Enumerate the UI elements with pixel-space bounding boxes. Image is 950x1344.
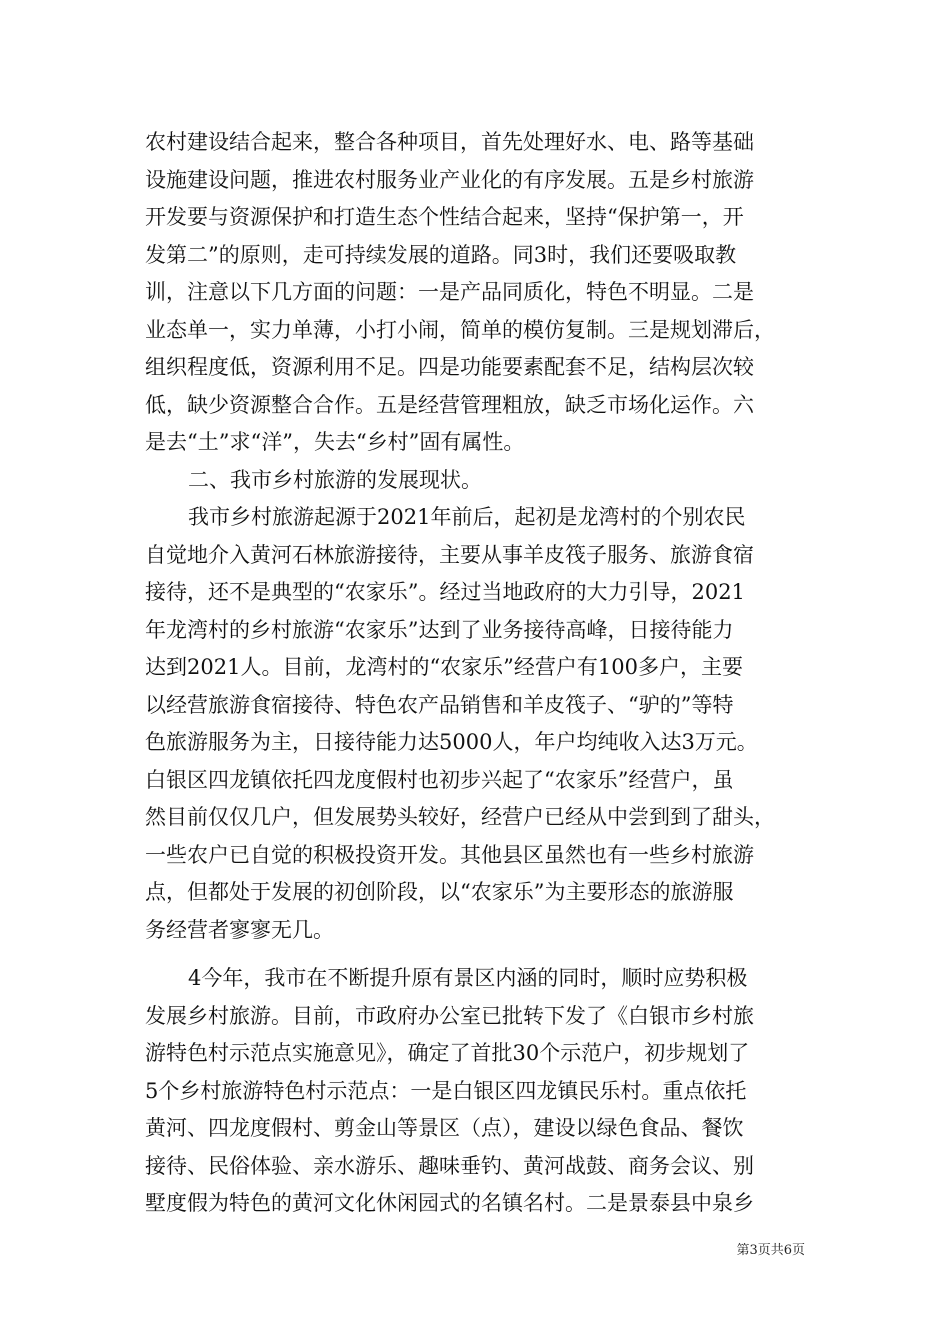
text-line: 设施建设问题，推进农村服务业产业化的有序发展。五是乡村旅游 (145, 167, 754, 192)
text-line: 色旅游服务为主，日接待能力达5000人，年户均纯收入达3万元。 (145, 730, 758, 754)
text-line: 开发要与资源保护和打造生态个性结合起来，坚持“保护第一，开 (145, 205, 744, 229)
text-line: 白银区四龙镇依托四龙度假村也初步兴起了“农家乐”经营户，虽 (145, 767, 734, 792)
text-line: 然目前仅仅几户，但发展势头较好，经营户已经从中尝到到了甜头， (145, 805, 775, 829)
text-line: 以经营旅游食宿接待、特色农产品销售和羊皮筏子、“驴的”等特 (145, 692, 734, 717)
text-line: 4今年，我市在不断提升原有景区内涵的同时，顺时应势积极 (188, 966, 748, 990)
text-line: 务经营者寥寥无几。 (145, 917, 334, 942)
text-line: 农村建设结合起来，整合各种项目，首先处理好水、电、路等基础 (145, 130, 754, 154)
text-line: 接待，还不是典型的“农家乐”。经过当地政府的大力引导，2021 (145, 580, 745, 604)
text-line: 5个乡村旅游特色村示范点：一是白银区四龙镇民乐村。重点依托 (145, 1078, 747, 1103)
text-line: 黄河、四龙度假村、剪金山等景区（点），建设以绿色食品、餐饮 (145, 1116, 744, 1140)
text-line: 我市乡村旅游起源于2021年前后，起初是龙湾村的个别农民 (188, 505, 746, 529)
document-body (145, 124, 810, 1223)
text-line: 点，但都处于发展的初创阶段，以“农家乐”为主要形态的旅游服 (145, 880, 734, 904)
text-line: 达到2021人。目前，龙湾村的“农家乐”经营户有100多户，主要 (145, 655, 743, 679)
text-line: 发第二”的原则，走可持续发展的道路。同3时，我们还要吸取教 (145, 242, 737, 267)
text-line: 是去“土”求“洋”，失去“乡村”固有属性。 (145, 430, 525, 454)
text-line: 自觉地介入黄河石林旅游接待，主要从事羊皮筏子服务、旅游食宿 (145, 542, 754, 567)
section-heading: 二、我市乡村旅游的发展现状。 (188, 467, 482, 492)
text-line: 一些农户已自觉的积极投资开发。其他县区虽然也有一些乡村旅游 (145, 842, 754, 867)
text-line: 游特色村示范点实施意见》，确定了首批30个示范户，初步规划了 (145, 1041, 750, 1065)
text-line: 接待、民俗体验、亲水游乐、趣味垂钓、黄河战鼓、商务会议、别 (145, 1153, 754, 1178)
text-line: 年龙湾村的乡村旅游“农家乐”达到了业务接待高峰，日接待能力 (145, 617, 734, 642)
text-line: 组织程度低，资源利用不足。四是功能要素配套不足，结构层次较 (145, 355, 754, 379)
text-line: 训，注意以下几方面的问题：一是产品同质化，特色不明显。二是 (145, 280, 754, 304)
text-line: 业态单一，实力单薄，小打小闹，简单的模仿复制。三是规划滞后， (145, 317, 775, 342)
text-line: 低，缺少资源整合合作。五是经营管理粗放，缺乏市场化运作。六 (145, 392, 754, 417)
text-line: 墅度假为特色的黄河文化休闲园式的名镇名村。二是景泰县中泉乡 (145, 1191, 754, 1215)
page-number: 第3页共6页 (736, 1243, 805, 1258)
text-line: 发展乡村旅游。目前，市政府办公室已批转下发了《白银市乡村旅 (145, 1003, 754, 1028)
